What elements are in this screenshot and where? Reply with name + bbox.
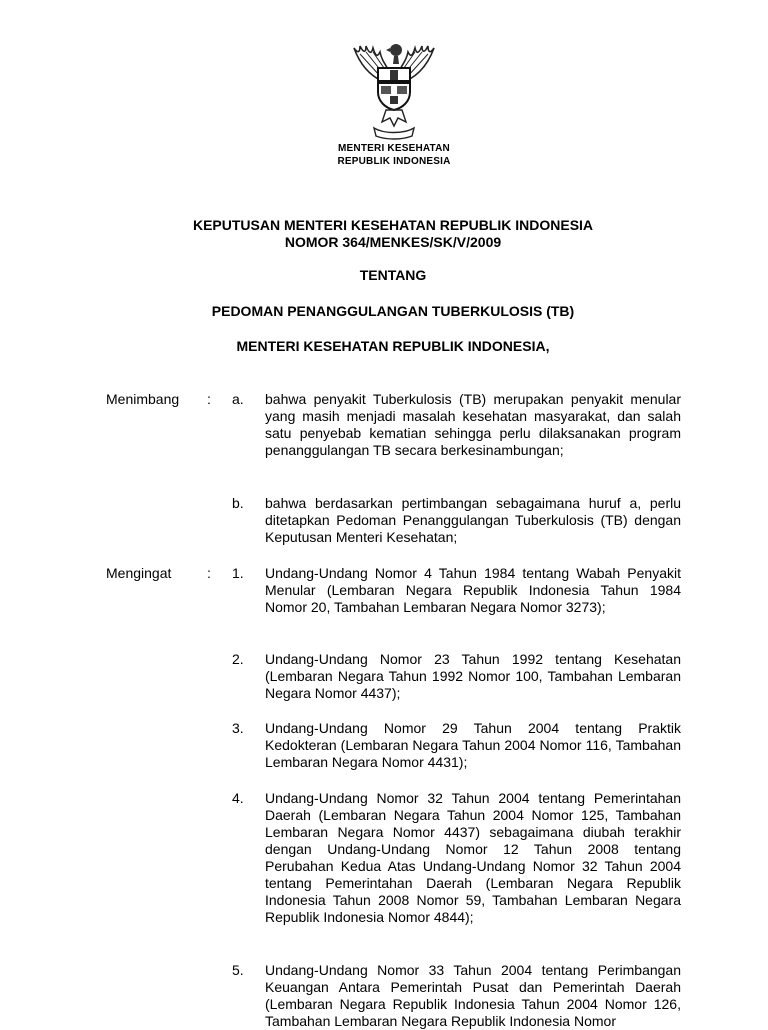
decree-issuer: MENTERI KESEHATAN REPUBLIK INDONESIA, <box>236 338 550 354</box>
mengingat-marker-4: 4. <box>232 790 244 806</box>
ministry-name-line1: MENTERI KESEHATAN <box>338 143 450 154</box>
decree-title-line1: KEPUTUSAN MENTERI KESEHATAN REPUBLIK INDONESIA <box>192 217 594 233</box>
garuda-emblem-icon <box>346 40 442 140</box>
mengingat-item-3: Undang-Undang Nomor 29 Tahun 2004 tentang Praktik Kedokteran (Lembaran Negara Tahun 2004 Nomor 116, Tambahan Lembaran Negara Nomor 4431); <box>265 720 681 770</box>
mengingat-marker-1: 1. <box>232 565 244 581</box>
decree-subject: PEDOMAN PENANGGULANGAN TUBERKULOSIS (TB) <box>211 303 575 319</box>
mengingat-colon: : <box>207 565 211 581</box>
mengingat-label: Mengingat <box>106 565 172 581</box>
decree-about: TENTANG <box>359 267 427 283</box>
mengingat-item-1: Undang-Undang Nomor 4 Tahun 1984 tentang Wabah Penyakit Menular (Lembaran Negara Republik Indonesia Tahun 1984 Nomor 20, Tambahan Lembaran Negara Nomor 3273); <box>265 565 681 615</box>
mengingat-item-5: Undang-Undang Nomor 33 Tahun 2004 tentang Perimbangan Keuangan Antara Pemerintah Pusat dan Pemerintah Daerah (Lembaran Negara Republik Indonesia Tahun 2004 Nomor 126, Tambahan Lembaran Negara Republik Indonesia Nomor <box>265 962 681 1029</box>
menimbang-marker-a: a. <box>232 391 244 407</box>
menimbang-colon: : <box>207 391 211 407</box>
menimbang-label: Menimbang <box>106 391 180 407</box>
menimbang-item-b: bahwa berdasarkan pertimbangan sebagaimana huruf a, perlu ditetapkan Pedoman Penanggulangan Tuberkulosis (TB) dengan Keputusan Menteri Kesehatan; <box>265 495 681 545</box>
decree-title <box>0 217 768 251</box>
decree-number: NOMOR 364/MENKES/SK/V/2009 <box>284 234 502 250</box>
menimbang-item-a: bahwa penyakit Tuberkulosis (TB) merupakan penyakit menular yang masih menjadi masalah kesehatan masyarakat, dan salah satu penyebab kematian sehingga perlu dilaksanakan program penanggulangan TB secara berkesinambungan; <box>265 391 681 458</box>
ministry-name-line2: REPUBLIK INDONESIA <box>337 156 451 167</box>
mengingat-item-4: Undang-Undang Nomor 32 Tahun 2004 tentang Pemerintahan Daerah (Lembaran Negara Tahun 2004 Nomor 125, Tambahan Lembaran Negara Nomor 4437) sebagaimana diubah terakhir dengan Undang-Undang Nomor 12 Tahun 2008 tentang Perubahan Kedua Atas Undang-Undang Nomor 32 Tahun 2004 tentang Pemerintahan Daerah (Lembaran Negara Republik Indonesia Tahun 2008 Nomor 59, Tambahan Lembaran Negara Republik Indonesia Nomor 4844); <box>265 790 681 925</box>
mengingat-marker-2: 2. <box>232 651 244 667</box>
mengingat-marker-3: 3. <box>232 720 244 736</box>
menimbang-marker-b: b. <box>232 495 244 511</box>
mengingat-marker-5: 5. <box>232 962 244 978</box>
ministry-header <box>294 142 494 168</box>
mengingat-item-2: Undang-Undang Nomor 23 Tahun 1992 tentang Kesehatan (Lembaran Negara Tahun 1992 Nomor 100, Tambahan Lembaran Negara Nomor 4437); <box>265 651 681 701</box>
